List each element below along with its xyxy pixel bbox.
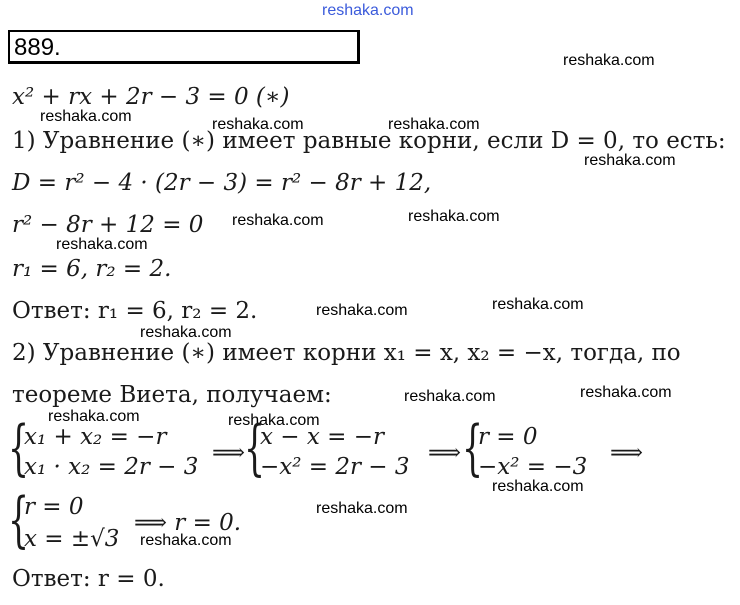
watermark: reshaka.com [48,408,140,425]
system4-brace: { [8,485,30,555]
watermark: reshaka.com [140,532,232,549]
implies-arrow-1: ⟹ [212,440,245,466]
watermark: reshaka.com [228,412,320,429]
discriminant-line: D = r² − 4 · (2r − 3) = r² − 8r + 12, [12,170,432,196]
problem-number-box [8,30,360,64]
watermark-top: reshaka.com [322,2,414,19]
system2-eq-a: x − x = −r [260,424,384,450]
system4-eq-b: x = ±√3 [24,526,120,552]
system4-eq-a: r = 0 [24,494,84,520]
system4-result: ⟹ r = 0. [134,510,242,536]
watermark: reshaka.com [580,384,672,401]
implies-arrow-2: ⟹ [428,440,461,466]
implies-arrow-3: ⟹ [610,440,643,466]
system3-eq-a: r = 0 [478,424,538,450]
system1-eq-b: x₁ · x₂ = 2r − 3 [24,454,199,480]
watermark: reshaka.com [404,388,496,405]
problem-number: 889. [14,34,61,61]
watermark: reshaka.com [140,324,232,341]
watermark: reshaka.com [492,296,584,313]
watermark: reshaka.com [584,152,676,169]
system3-eq-b: −x² = −3 [478,454,588,480]
system2-eq-b: −x² = 2r − 3 [260,454,410,480]
watermark: reshaka.com [232,212,324,229]
watermark: reshaka.com [212,116,304,133]
watermark: reshaka.com [56,236,148,253]
watermark: reshaka.com [388,116,480,133]
watermark: reshaka.com [492,478,584,495]
answer-part2: Ответ: r = 0. [12,566,165,592]
watermark: reshaka.com [563,52,655,69]
watermark: reshaka.com [40,108,132,125]
watermark: reshaka.com [316,500,408,517]
quadratic-equation: r² − 8r + 12 = 0 [12,212,204,238]
part2-statement: 2) Уравнение (∗) имеет корни x₁ = x, x₂ = −x, тогда, по [12,340,681,366]
system1-eq-a: x₁ + x₂ = −r [24,424,167,450]
part1-statement: 1) Уравнение (∗) имеет равные корни, если D = 0, то есть: [12,128,726,154]
system1-brace: { [8,413,30,483]
roots-line: r₁ = 6, r₂ = 2. [12,256,172,282]
answer-part1: Ответ: r₁ = 6, r₂ = 2. [12,298,258,324]
equation-main: x² + rx + 2r − 3 = 0 (∗) [12,84,290,110]
part2-statement-cont: теореме Виета, получаем: [12,382,332,408]
watermark: reshaka.com [316,302,408,319]
system3-brace: { [462,413,484,483]
system2-brace: { [244,413,266,483]
watermark: reshaka.com [408,208,500,225]
